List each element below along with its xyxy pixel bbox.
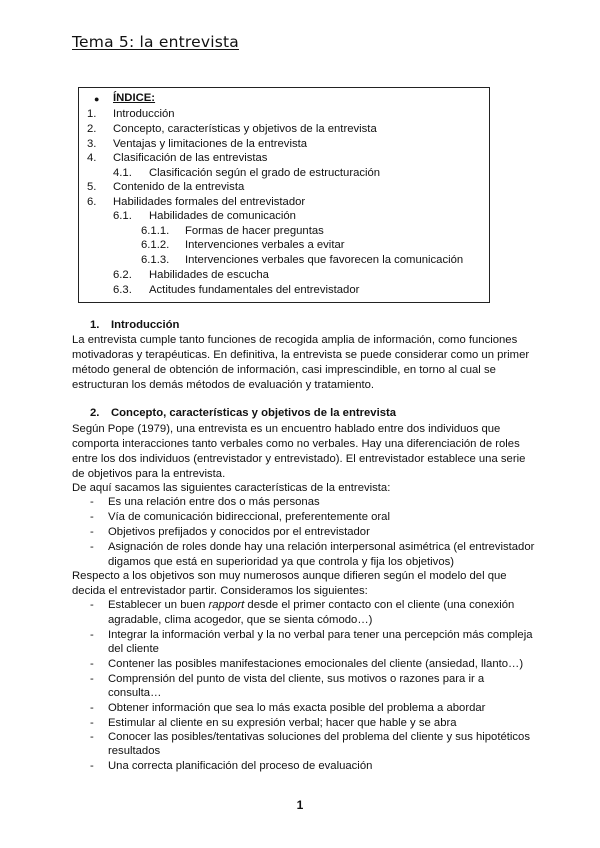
paragraph-line: Según Pope (1979), una entrevista es un encuentro hablado entre dos individuos que (72, 423, 501, 435)
list-item-text: Obtener información que sea lo más exacta posible del problema a abordar (108, 702, 486, 714)
list-item-text: Conocer las posibles/tentativas soluciones del problema del cliente y sus hipotéticos (108, 731, 530, 743)
dash-marker: - (90, 731, 94, 743)
index-entry-number: 6.1.2. (141, 239, 170, 251)
section-title: Concepto, características y objetivos de la entrevista (111, 407, 397, 419)
list-item-text: Una correcta planificación del proceso de evaluación (108, 760, 373, 772)
dash-marker: - (90, 541, 94, 553)
dash-marker: - (90, 717, 94, 729)
index-entry-text: Introducción (113, 108, 175, 120)
index-entry-text: Clasificación de las entrevistas (113, 152, 268, 164)
index-entry-number: 1. (87, 108, 97, 120)
index-entry-number: 2. (87, 123, 97, 135)
index-entry-text: Concepto, características y objetivos de la entrevista (113, 123, 377, 135)
index-box (78, 87, 490, 303)
list-item-text: digamos que está en superioridad ya que controla y fija los objetivos) (108, 556, 455, 568)
section-title: Introducción (111, 319, 180, 331)
index-entry-text: Ventajas y limitaciones de la entrevista (113, 138, 308, 150)
list-item-text: del cliente (108, 643, 159, 655)
list-item-text: agradable, clima acogedor, que se sienta cómodo…) (108, 614, 373, 626)
paragraph-line: Respecto a los objetivos son muy numerosos aunque difieren según el modelo del que (72, 570, 507, 582)
index-entry-text: Habilidades de escucha (149, 269, 269, 281)
list-item-text: consulta… (108, 687, 162, 699)
text-run: desde el primer contacto con el cliente (una conexión (244, 599, 515, 611)
dash-marker: - (90, 511, 94, 523)
paragraph-line: entre los dos individuos (entrevistador y entrevistado). El entrevistador establece una serie (72, 453, 526, 465)
index-entry-text: Formas de hacer preguntas (185, 225, 324, 237)
index-entry-number: 6.1.3. (141, 254, 170, 266)
paragraph-line: La entrevista cumple tanto funciones de recogida amplia de información, como funciones (72, 334, 518, 346)
list-item-text: Comprensión del punto de vista del cliente, sus motivos o razones para ir a (108, 673, 485, 685)
paragraph-line: estructuran los demás métodos de evaluación y tratamiento. (72, 379, 375, 391)
section-number: 2. (90, 407, 100, 419)
index-entry-text: Habilidades de comunicación (149, 210, 296, 222)
index-heading: ÍNDICE: (113, 92, 156, 104)
dash-marker: - (90, 702, 94, 714)
emphasis-text: rapport (208, 599, 245, 611)
index-entry-number: 6.3. (113, 284, 132, 296)
paragraph-line: método general de obtención de información, casi imprescindible, en torno al cual se (72, 364, 496, 376)
paragraph-line: comporta interacciones tanto verbales como no verbales. Hay una diferenciación de roles (72, 438, 520, 450)
dash-marker: - (90, 526, 94, 538)
index-entry-text: Clasificación según el grado de estructuración (149, 167, 381, 179)
dash-marker: - (90, 629, 94, 641)
list-item-text: Estimular al cliente en su expresión verbal; hacer que hable y se abra (108, 717, 457, 729)
paragraph-line: de objetivos para la entrevista. (72, 468, 226, 480)
list-item-text: resultados (108, 745, 161, 757)
index-entry-number: 3. (87, 138, 97, 150)
index-entry-text: Habilidades formales del entrevistador (113, 196, 306, 208)
list-item-text: Contener las posibles manifestaciones emocionales del cliente (ansiedad, llanto…) (108, 658, 524, 670)
paragraph-line: De aquí sacamos las siguientes características de la entrevista: (72, 482, 391, 494)
text-run: Establecer un buen (108, 599, 209, 611)
list-item-text: Asignación de roles donde hay una relación interpersonal asimétrica (el entrevistador (108, 541, 535, 553)
index-entry-text: Contenido de la entrevista (113, 181, 245, 193)
page-number: 1 (296, 798, 304, 812)
index-entry-number: 6. (87, 196, 97, 208)
dash-marker: - (90, 658, 94, 670)
document-title: Tema 5: la entrevista (72, 33, 239, 51)
list-item-text: Integrar la información verbal y la no verbal para tener una percepción más compleja (108, 629, 533, 641)
index-entry-text: Intervenciones verbales a evitar (185, 239, 345, 251)
list-item-text: Vía de comunicación bidireccional, preferentemente oral (108, 511, 390, 523)
index-entry-number: 5. (87, 181, 97, 193)
paragraph-line: motivadoras y terapéuticas. En definitiva, la entrevista se puede considerar como un primer (72, 349, 530, 361)
list-item-text (108, 598, 514, 613)
dash-marker: - (90, 496, 94, 508)
dash-marker: - (90, 599, 94, 611)
index-entry-number: 6.1. (113, 210, 132, 222)
index-entry-text: Intervenciones verbales que favorecen la comunicación (185, 254, 464, 266)
list-item-text: Es una relación entre dos o más personas (108, 496, 320, 508)
index-entry-text: Actitudes fundamentales del entrevistador (149, 284, 360, 296)
dash-marker: - (90, 673, 94, 685)
dash-marker: - (90, 760, 94, 772)
index-entry-number: 6.1.1. (141, 225, 170, 237)
paragraph-line: decida el entrevistador partir. Consideramos los siguientes: (72, 585, 368, 597)
index-entry-number: 6.2. (113, 269, 132, 281)
section-number: 1. (90, 319, 100, 331)
list-item-text: Objetivos prefijados y conocidos por el entrevistador (108, 526, 370, 538)
index-entry-number: 4.1. (113, 167, 132, 179)
index-entry-number: 4. (87, 152, 97, 164)
bullet-icon: ● (94, 94, 100, 104)
